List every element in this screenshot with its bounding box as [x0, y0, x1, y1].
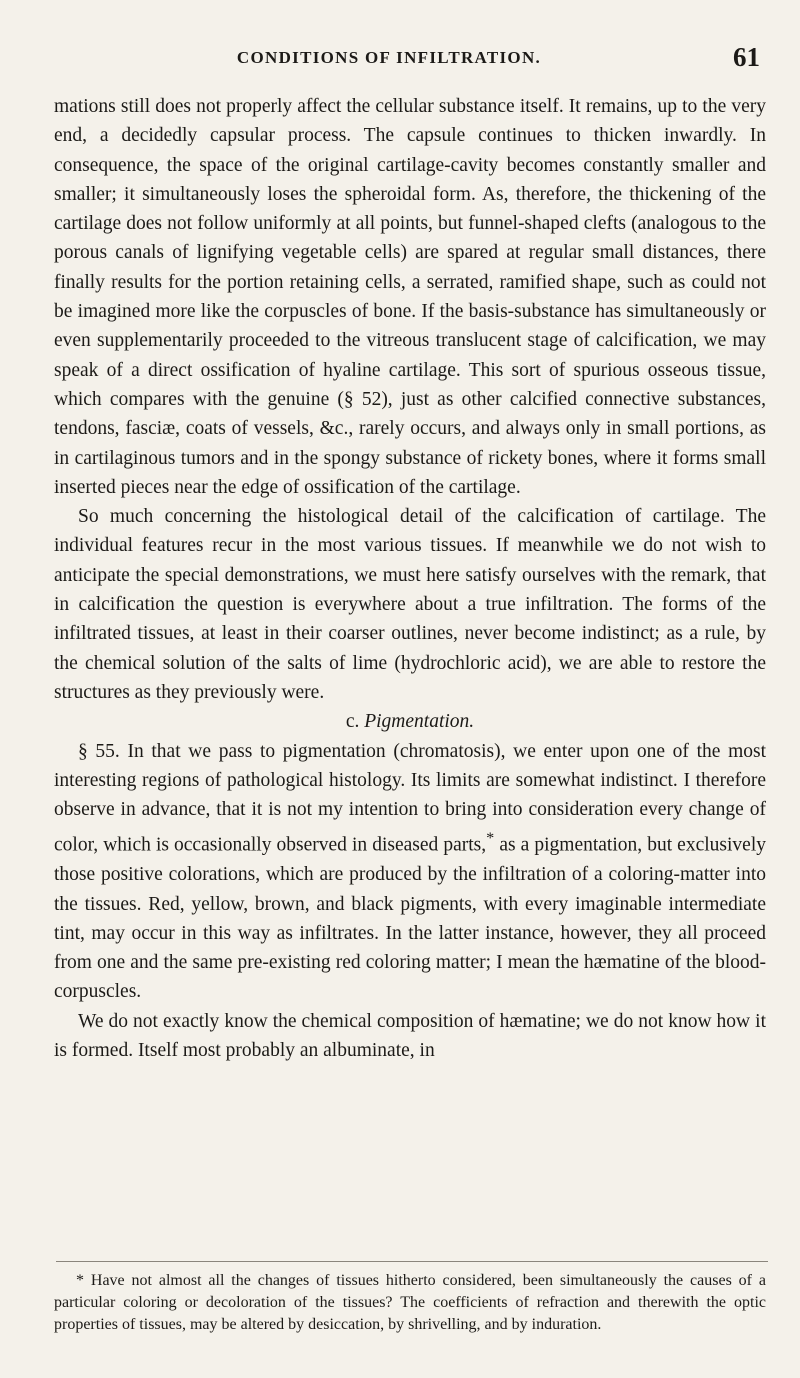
section-heading [54, 707, 766, 736]
section-letter: c. [345, 711, 360, 733]
footnote-divider [56, 1261, 768, 1262]
paragraph-haematine: We do not exactly know the chemical composition of hæmatine; we do not know how it is formed. Itself most probably an albuminate, in [54, 1010, 766, 1061]
footnote-reference: * [486, 829, 495, 848]
page-number: 61 [733, 42, 760, 72]
running-head [54, 42, 764, 76]
body-text [54, 92, 766, 1065]
paragraph-pigmentation [54, 737, 766, 1007]
section-title: Pigmentation. [364, 711, 475, 733]
paragraph-pigmentation-part-1: § 55. In that we pass to pigmentation (chromatosis), we enter upon one of the most interesting regions of pathological histology. Its limits are somewhat indistinct. I therefore observe in advance, that it is not my intention to bring into consideration every change of color, which is occasionally observed in diseased parts, [54, 740, 766, 856]
paragraph-pigmentation-part-2: as a pigmentation, but exclusively those positive colorations, which are produced by the infiltration of a coloring-matter into the tissues. Red, yellow, brown, and black pigments, with every imaginable intermediate tint, may occur in this way as infiltrates. In the latter instance, however, they all proceed from one and the same pre-existing red coloring matter; I mean the hæmatine of the blood-corpuscles. [54, 834, 766, 1003]
running-title: CONDITIONS OF INFILTRATION. [236, 48, 542, 67]
paragraph-continued: mations still does not properly affect the cellular substance itself. It remains, up to the very end, a decidedly capsular process. The capsule continues to thicken inwardly. In consequence, the space of the original cartilage-cavity becomes constantly smaller and smaller; it simultaneously loses the spheroidal form. As, therefore, the thickening of the cartilage does not follow uniformly at all points, but funnel-shaped clefts (analogous to the porous canals of lignifying vegetable cells) are spared at regular small distances, there finally results for the portion retaining cells, a serrated, ramified shape, such as could not be imagined more like the corpuscles of bone. If the basis-substance has simultaneously or even supplementarily proceeded to the vitreous translucent stage of calcification, we may speak of a direct ossification of hyaline cartilage. This sort of spurious osseous tissue, which compares with the genuine (§ 52), just as other calcified connective substances, tendons, fasciæ, coats of vessels, &c., rarely occurs, and always only in small portions, as in cartilaginous tumors and in the spongy substance of rickety bones, where it forms small inserted pieces near the edge of ossification of the cartilage. [54, 96, 766, 498]
footnote: * Have not almost all the changes of tissues hitherto considered, been simultaneously the causes of a particular coloring or decoloration of the tissues? The coefficients of refraction and therewith the optic properties of tissues, may be altered by desiccation, by shrivelling, and by induration. [54, 1272, 766, 1333]
paragraph-calcification-summary: So much concerning the histological detail of the calcification of cartilage. The individual features recur in the most various tissues. If meanwhile we do not wish to anticipate the special demonstrations, we must here satisfy ourselves with the remark, that in calcification the question is everywhere about a true infiltration. The forms of the infiltrated tissues, at least in their coarser outlines, never become indistinct; as a rule, by the chemical solution of the salts of lime (hydrochloric acid), we are able to restore the structures as they previously were. [54, 506, 766, 703]
